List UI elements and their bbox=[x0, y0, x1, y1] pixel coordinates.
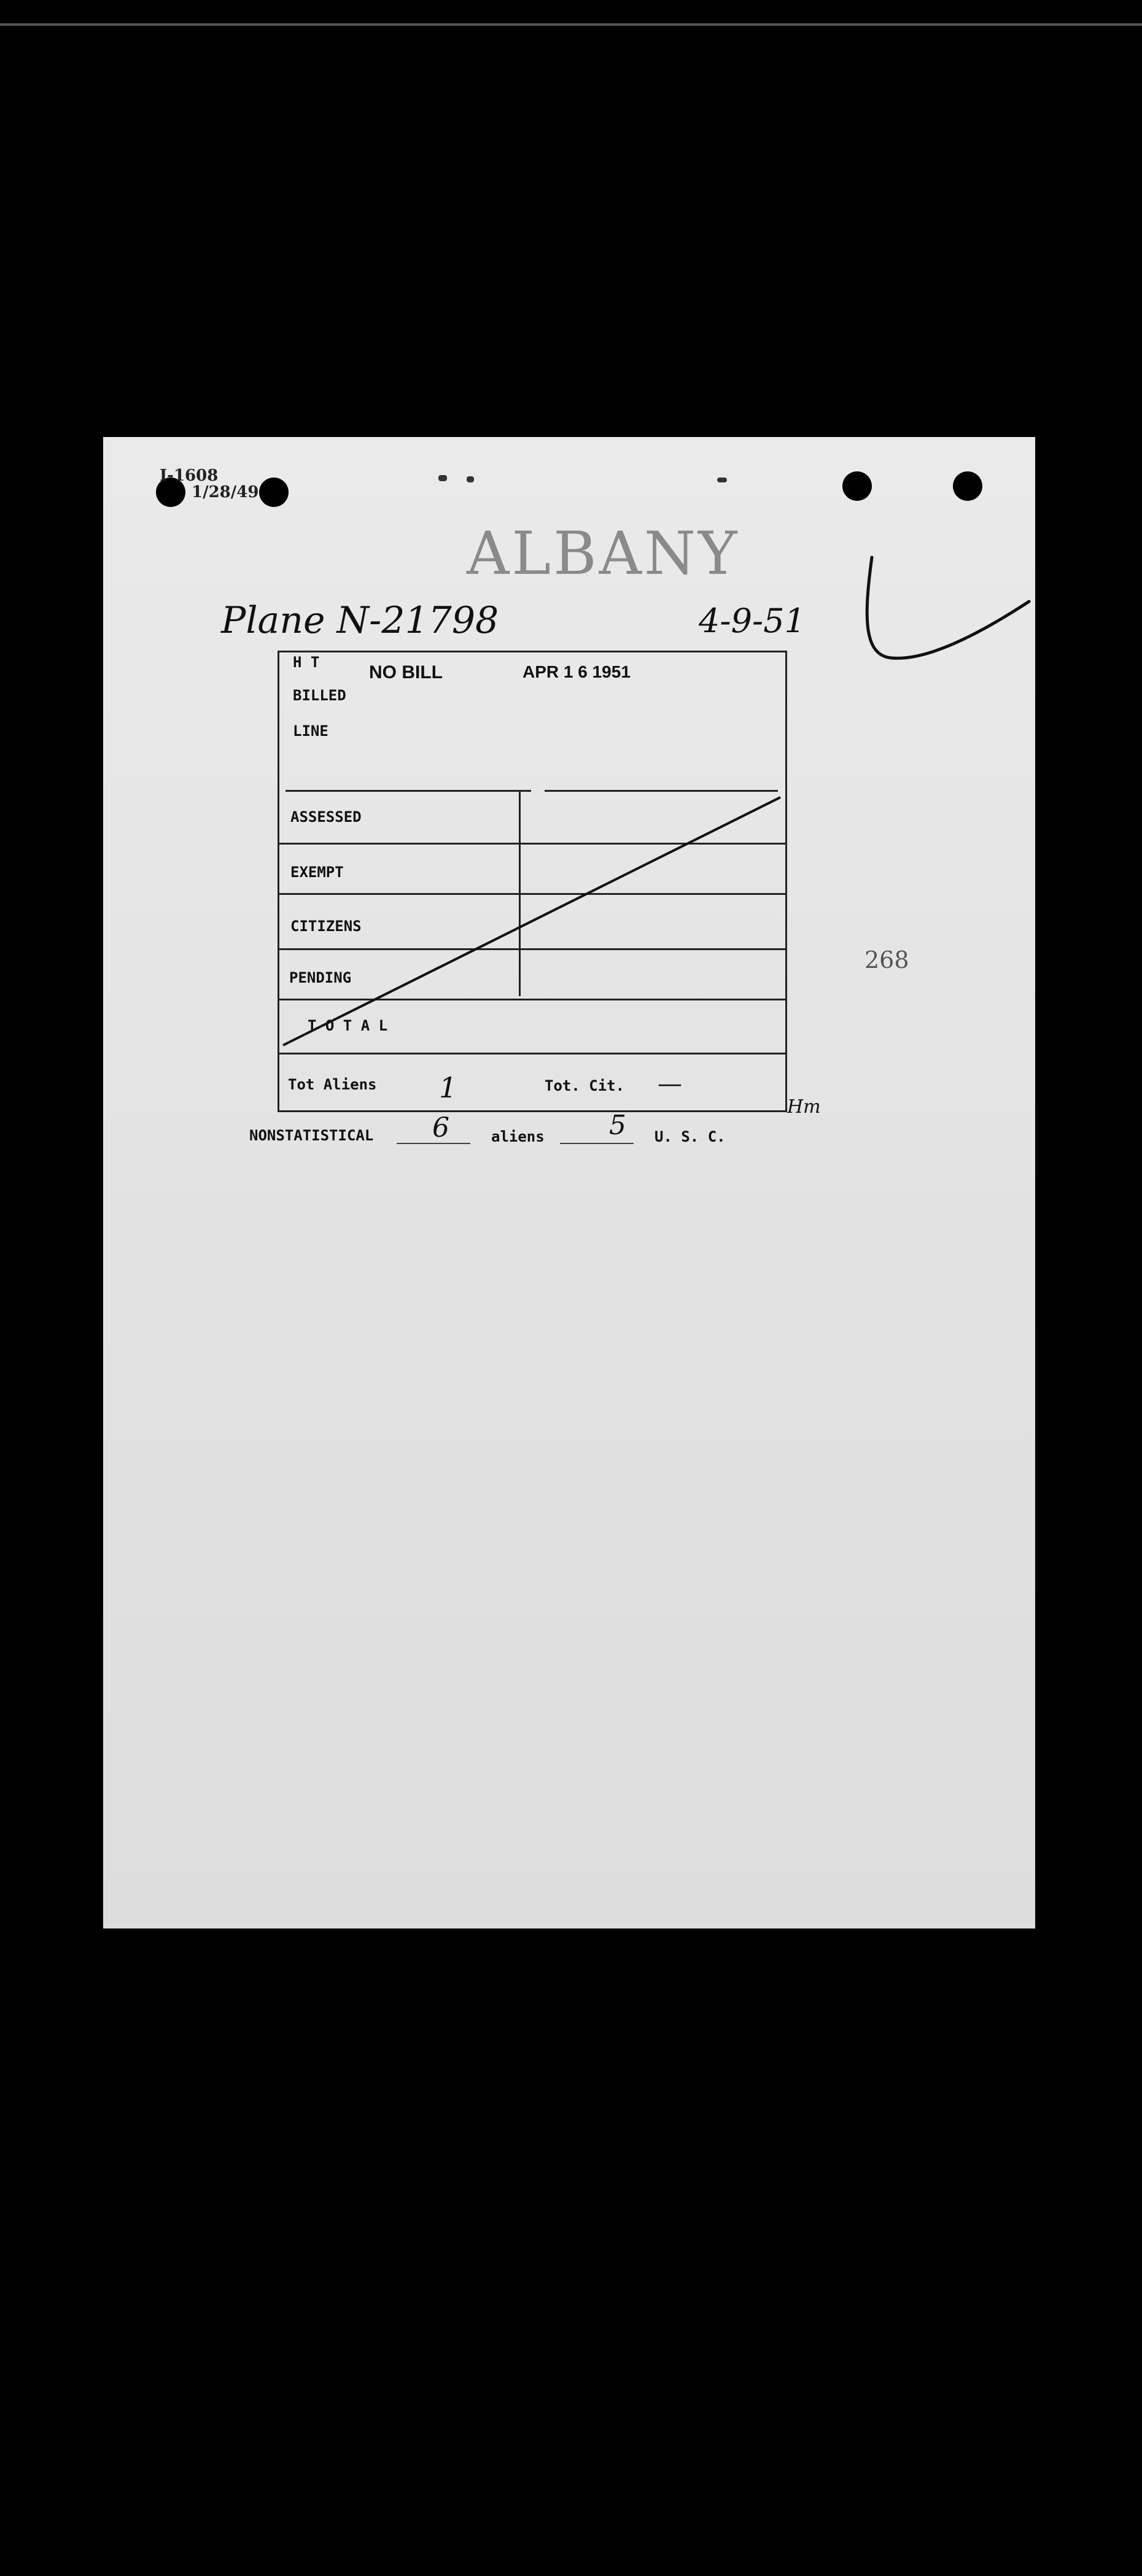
form-number-line1: I-1608 bbox=[160, 466, 219, 485]
code-line: H T bbox=[293, 654, 320, 671]
aliens-label: aliens bbox=[491, 1128, 545, 1145]
punch-hole-left-2 bbox=[259, 478, 289, 507]
form-number-line2: 1/28/49 bbox=[192, 483, 259, 502]
row-citizens: CITIZENS bbox=[290, 918, 362, 935]
nonstatistical-label: NONSTATISTICAL bbox=[249, 1127, 374, 1144]
strike-through-line bbox=[279, 652, 789, 1114]
plane-number: Plane N-21798 bbox=[221, 599, 499, 642]
manifest-form bbox=[278, 651, 787, 1112]
received-date-stamp: APR 1 6 1951 bbox=[522, 662, 631, 681]
arrival-date: 4-9-51 bbox=[699, 601, 806, 640]
usc-label: U. S. C. bbox=[655, 1128, 726, 1145]
usc-blank bbox=[560, 1143, 634, 1144]
billed-label: BILLED bbox=[293, 687, 346, 704]
check-mark bbox=[852, 545, 1036, 705]
tot-cit-value: — bbox=[658, 1070, 682, 1098]
nonstat-usc-value: 5 bbox=[609, 1110, 626, 1141]
no-bill-stamp: NO BILL bbox=[369, 662, 443, 683]
row-pending: PENDING bbox=[289, 969, 352, 986]
line-label: LINE bbox=[293, 722, 328, 740]
tot-aliens-value: 1 bbox=[439, 1071, 457, 1104]
total-label: T O T A L bbox=[308, 1017, 388, 1034]
form-number bbox=[160, 468, 258, 501]
tot-aliens-label: Tot Aliens bbox=[288, 1076, 377, 1093]
punch-hole-right-2 bbox=[953, 471, 982, 501]
tot-cit-label: Tot. Cit. bbox=[545, 1077, 625, 1094]
punch-mark bbox=[717, 478, 727, 482]
punch-mark bbox=[467, 476, 474, 482]
scan-top-rule bbox=[0, 23, 1142, 26]
manifest-card bbox=[103, 437, 1035, 1928]
row-exempt: EXEMPT bbox=[290, 864, 344, 881]
row-assessed: ASSESSED bbox=[290, 808, 362, 826]
side-number: 268 bbox=[864, 946, 909, 973]
punch-hole-right-1 bbox=[842, 471, 872, 501]
inspector-initials: Hm bbox=[787, 1096, 821, 1118]
punch-mark bbox=[438, 475, 447, 481]
port-stamp: ALBANY bbox=[467, 519, 740, 588]
nonstat-aliens-value: 6 bbox=[432, 1112, 449, 1143]
